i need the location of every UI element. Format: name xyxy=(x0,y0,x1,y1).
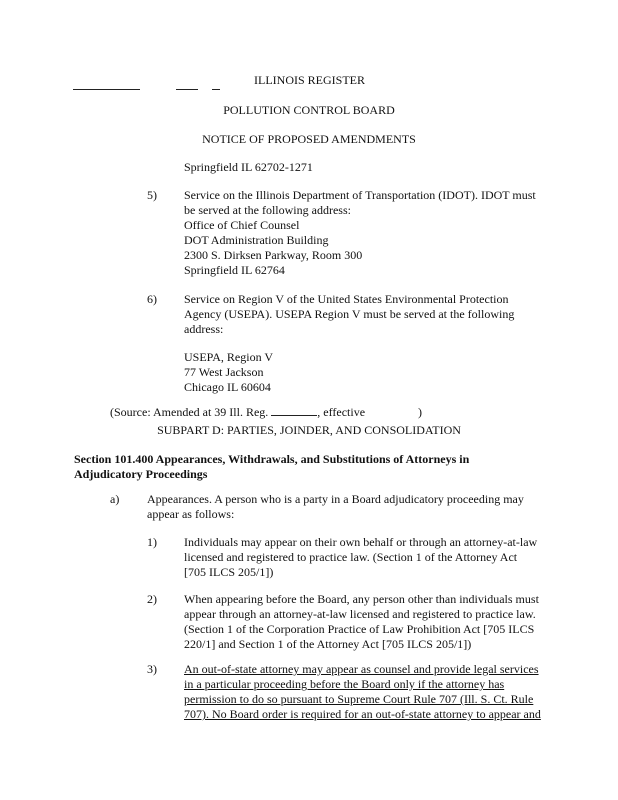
subitem-1-line: [705 ILCS 205/1]) xyxy=(184,565,274,579)
register-title: ILLINOIS REGISTER xyxy=(254,73,365,87)
para-a-line: appear as follows: xyxy=(147,507,235,521)
usepa-address-line: 77 West Jackson xyxy=(184,365,264,379)
header-rule-dash xyxy=(212,89,220,90)
source-suffix: ) xyxy=(418,405,423,419)
usepa-address-line: Chicago IL 60604 xyxy=(184,380,271,394)
subitem-3-line: permission to do so pursuant to Supreme Court Rule 707 (Ill. S. Ct. Rule xyxy=(184,692,534,706)
subitem-1-line: licensed and registered to practice law. (Section 1 of the Attorney Act xyxy=(184,550,518,564)
header-rule-mid xyxy=(176,89,198,90)
register-page-blank xyxy=(271,405,317,416)
usepa-address-line: USEPA, Region V xyxy=(184,350,274,364)
item-5-line: Office of Chief Counsel xyxy=(184,218,300,232)
item-6-line: address: xyxy=(184,322,224,336)
item-6-line: Service on Region V of the United States Environmental Protection xyxy=(184,292,509,306)
item-5-number: 5) xyxy=(147,188,157,202)
subitem-3-number: 3) xyxy=(147,662,157,676)
item-6-number: 6) xyxy=(147,292,157,306)
board-title: POLLUTION CONTROL BOARD xyxy=(223,103,395,117)
para-a-number: a) xyxy=(110,492,120,506)
subpart-heading: SUBPART D: PARTIES, JOINDER, AND CONSOLIDATION xyxy=(157,423,461,437)
subitem-2-line: When appearing before the Board, any person other than individuals must xyxy=(184,592,539,606)
subitem-3-line: 707). No Board order is required for an out-of-state attorney to appear and xyxy=(184,707,541,721)
subitem-1-line: Individuals may appear on their own behalf or through an attorney-at-law xyxy=(184,535,538,549)
subitem-2-line: 220/1] and Section 1 of the Attorney Act [705 ILCS 205/1]) xyxy=(184,637,472,651)
para-a-line: Appearances. A person who is a party in a Board adjudicatory proceeding may xyxy=(147,492,524,506)
source-middle: , effective xyxy=(317,405,369,419)
subitem-2-line: (Section 1 of the Corporation Practice of Law Prohibition Act [705 ILCS xyxy=(184,622,535,636)
springfield-line: Springfield IL 62702-1271 xyxy=(184,160,313,174)
header-rule-left xyxy=(73,89,140,90)
item-5-line: Springfield IL 62764 xyxy=(184,263,285,277)
section-heading: Section 101.400 Appearances, Withdrawals, and Substitutions of Attorneys in xyxy=(74,452,470,466)
item-6-line: Agency (USEPA). USEPA Region V must be served at the following xyxy=(184,307,515,321)
source-prefix: (Source: Amended at 39 Ill. Reg. xyxy=(110,405,272,419)
source-note xyxy=(110,405,422,420)
subitem-1-number: 1) xyxy=(147,535,157,549)
item-5-line: be served at the following address: xyxy=(184,203,351,217)
notice-title: NOTICE OF PROPOSED AMENDMENTS xyxy=(202,132,416,146)
subitem-3-line: in a particular proceeding before the Board only if the attorney has xyxy=(184,677,505,691)
subitem-2-line: appear through an attorney-at-law licensed and registered to practice law. xyxy=(184,607,536,621)
item-5-line: DOT Administration Building xyxy=(184,233,329,247)
section-heading-cont: Adjudicatory Proceedings xyxy=(74,467,208,481)
subitem-3-line: An out-of-state attorney may appear as counsel and provide legal services xyxy=(184,662,539,676)
item-5-line: 2300 S. Dirksen Parkway, Room 300 xyxy=(184,248,363,262)
item-5-line: Service on the Illinois Department of Transportation (IDOT). IDOT must xyxy=(184,188,536,202)
subitem-2-number: 2) xyxy=(147,592,157,606)
